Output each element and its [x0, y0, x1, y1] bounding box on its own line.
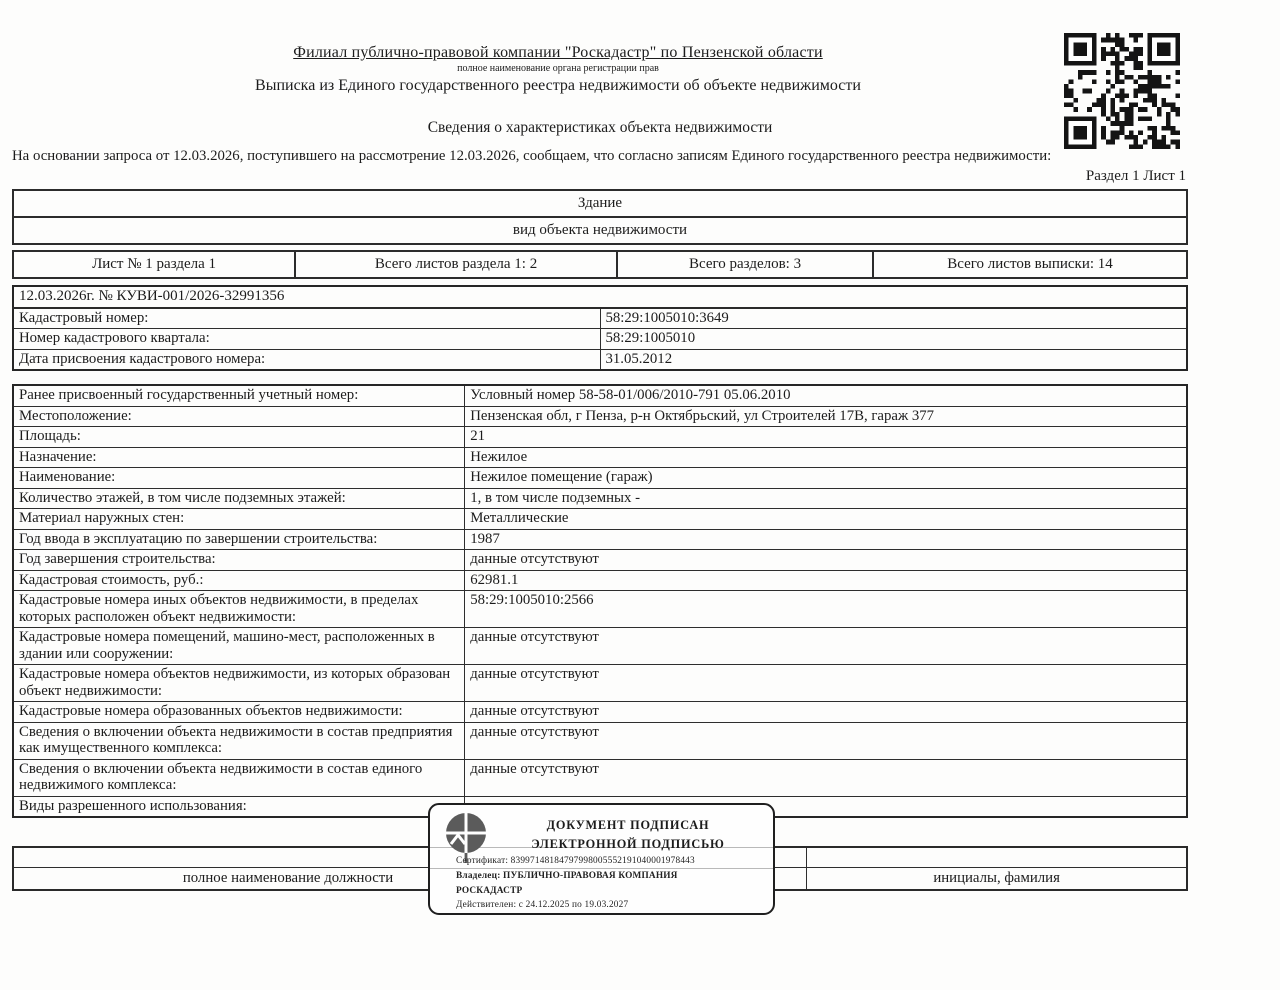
field-value: Нежилое: [465, 447, 1187, 468]
stamp-owner: Владелец: ПУБЛИЧНО-ПРАВОВАЯ КОМПАНИЯ: [456, 871, 678, 881]
digital-signature-stamp: [428, 803, 775, 915]
stamp-title: [508, 816, 748, 854]
field-value: данные отсутствуют: [465, 665, 1187, 702]
table-row: [13, 329, 1187, 350]
stamp-validity: Действителен: с 24.12.2025 по 19.03.2027: [456, 900, 629, 910]
table-row: [13, 722, 1187, 759]
field-value: 1987: [465, 529, 1187, 550]
table-row: [13, 251, 1187, 278]
table-row: [13, 308, 1187, 329]
field-value: Условный номер 58-58-01/006/2010-791 05.06.2010: [465, 385, 1187, 406]
field-value: 62981.1: [465, 570, 1187, 591]
table-row: [13, 217, 1187, 244]
field-value: 31.05.2012: [600, 349, 1187, 370]
field-label: Назначение:: [13, 447, 465, 468]
extract-doc-number: 12.03.2026г. № КУВИ-001/2026-32991356: [13, 286, 1187, 308]
initials-caption: инициалы, фамилия: [933, 870, 1060, 886]
field-label: Дата присвоения кадастрового номера:: [13, 349, 600, 370]
request-basis-line: На основании запроса от 12.03.2026, поступившего на рассмотрение 12.03.2026, сообщаем, что согласно записям Единого государственного реестра недвижимости:: [12, 148, 1052, 164]
field-label: Сведения о включении объекта недвижимости в состав единого недвижимого комплекса:: [13, 759, 465, 796]
field-value: 21: [465, 427, 1187, 448]
signature-caption-right-cell: [807, 868, 1187, 891]
section-title: Сведения о характеристиках объекта недвижимости: [427, 119, 773, 136]
position-caption: полное наименование должности: [182, 870, 394, 886]
cadastral-number-table: [12, 285, 1188, 371]
field-label: Кадастровый номер:: [13, 308, 600, 329]
stamp-certificate: Сертификат: 83997148184797998005552191040001978443: [456, 856, 695, 866]
field-value: данные отсутствуют: [465, 628, 1187, 665]
object-kind-value: Здание: [13, 190, 1187, 217]
object-kind-caption: вид объекта недвижимости: [13, 217, 1187, 244]
table-row: [13, 286, 1187, 308]
sheet-info-cell: Всего листов выписки: 14: [873, 251, 1187, 278]
field-value: Пензенская обл, г Пенза, р-н Октябрьский, ул Строителей 17В, гараж 377: [465, 406, 1187, 427]
table-row: [13, 665, 1187, 702]
registry-org-name: Филиал публично-правовой компании "Роскадастр" по Пензенской области: [293, 44, 823, 61]
field-label: Местоположение:: [13, 406, 465, 427]
sheet-info-cell: Всего листов раздела 1: 2: [295, 251, 617, 278]
field-label: Кадастровые номера объектов недвижимости, из которых образован объект недвижимости:: [13, 665, 465, 702]
stamp-title-line1: ДОКУМЕНТ ПОДПИСАН: [546, 818, 710, 832]
field-label: Год завершения строительства:: [13, 550, 465, 571]
field-value: данные отсутствуют: [465, 702, 1187, 723]
sheet-info-table: [12, 250, 1188, 279]
field-value: 58:29:1005010:3649: [600, 308, 1187, 329]
field-label: Количество этажей, в том числе подземных этажей:: [13, 488, 465, 509]
field-value: 58:29:1005010: [600, 329, 1187, 350]
table-row: [13, 349, 1187, 370]
table-row: [13, 509, 1187, 530]
field-label: Кадастровая стоимость, руб.:: [13, 570, 465, 591]
field-value: Нежилое помещение (гараж): [465, 468, 1187, 489]
section-sheet-label: Раздел 1 Лист 1: [1085, 168, 1186, 184]
table-row: [13, 702, 1187, 723]
field-label: Кадастровые номера иных объектов недвижимости, в пределах которых расположен объект недвижимости:: [13, 591, 465, 628]
stamp-title-line2: ЭЛЕКТРОННОЙ ПОДПИСЬЮ: [531, 837, 725, 851]
field-label: Площадь:: [13, 427, 465, 448]
scan-line-artifact: [430, 868, 773, 869]
table-row: [13, 427, 1187, 448]
sheet-info-cell: Лист № 1 раздела 1: [13, 251, 295, 278]
field-label: Кадастровые номера образованных объектов недвижимости:: [13, 702, 465, 723]
field-value: данные отсутствуют: [465, 550, 1187, 571]
table-row: [13, 406, 1187, 427]
sheet-info-cell: Всего разделов: 3: [617, 251, 873, 278]
table-row: [13, 488, 1187, 509]
object-kind-table: [12, 189, 1188, 245]
table-row: [13, 385, 1187, 406]
field-label: Ранее присвоенный государственный учетный номер:: [13, 385, 465, 406]
table-row: [13, 529, 1187, 550]
field-label: Номер кадастрового квартала:: [13, 329, 600, 350]
table-row: [13, 550, 1187, 571]
table-row: [13, 468, 1187, 489]
org-name-caption: полное наименование органа регистрации прав: [457, 63, 659, 74]
table-row: [13, 628, 1187, 665]
object-details-table: [12, 384, 1188, 818]
table-row: [13, 591, 1187, 628]
stamp-owner-org: РОСКАДАСТР: [456, 886, 523, 896]
field-label: Наименование:: [13, 468, 465, 489]
table-row: [13, 447, 1187, 468]
field-label: Сведения о включении объекта недвижимости в состав предприятия как имущественного комплекса:: [13, 722, 465, 759]
field-label: Год ввода в эксплуатацию по завершении строительства:: [13, 529, 465, 550]
document-title: Выписка из Единого государственного реестра недвижимости об объекте недвижимости: [255, 77, 861, 94]
field-value: 1, в том числе подземных -: [465, 488, 1187, 509]
field-value: данные отсутствуют: [465, 759, 1187, 796]
signature-space-right: [807, 847, 1187, 868]
field-value: 58:29:1005010:2566: [465, 591, 1187, 628]
table-row: [13, 570, 1187, 591]
field-label: Кадастровые номера помещений, машино-мест, расположенных в здании или сооружении:: [13, 628, 465, 665]
table-row: [13, 190, 1187, 217]
field-value: Металлические: [465, 509, 1187, 530]
field-label: Материал наружных стен:: [13, 509, 465, 530]
field-label: Виды разрешенного использования:: [13, 796, 465, 817]
table-row: [13, 759, 1187, 796]
field-value: данные отсутствуют: [465, 722, 1187, 759]
